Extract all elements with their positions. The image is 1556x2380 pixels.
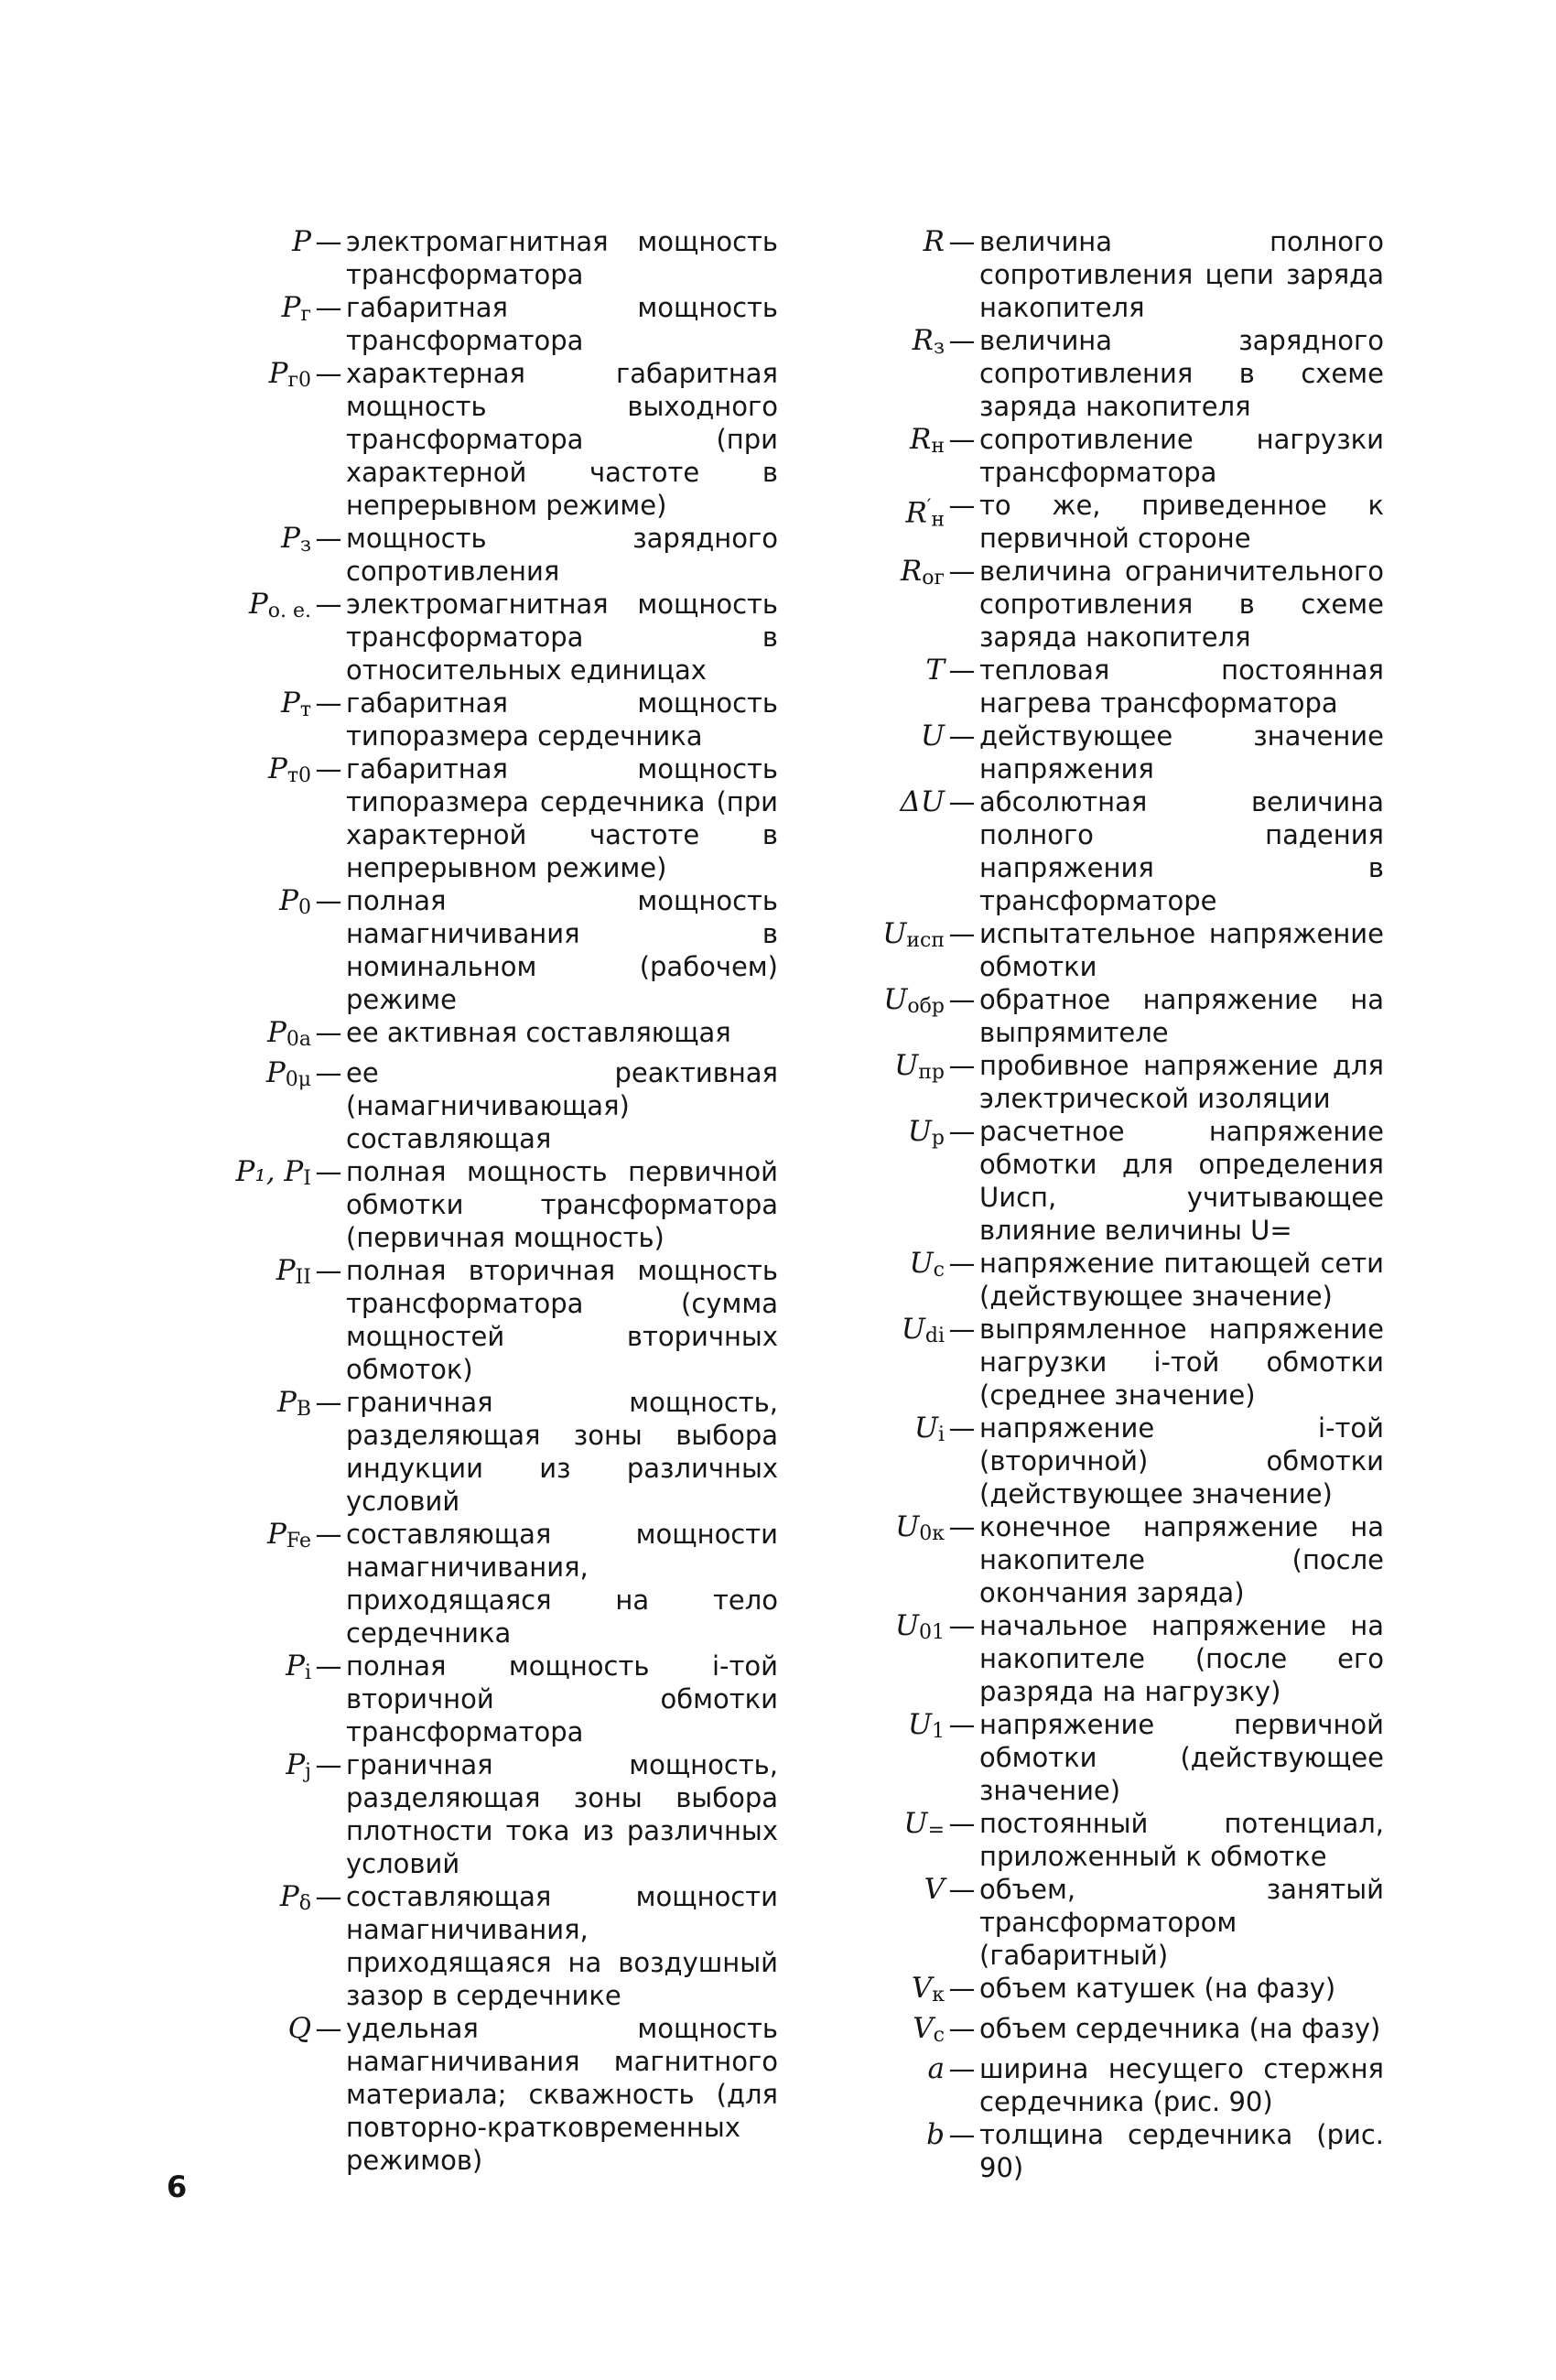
entry-dash: —	[315, 885, 342, 916]
symbol-subscript: c	[933, 2024, 945, 2047]
symbol-base: ΔU	[900, 785, 945, 818]
entry-dash: —	[315, 292, 342, 323]
entry-definition: напряжение первичной обмотки (действующее значение)	[979, 1709, 1384, 1806]
symbol-subscript: обр	[907, 995, 945, 1018]
symbol-base: P	[292, 225, 311, 258]
symbol-base: U	[909, 1247, 934, 1280]
glossary-entry	[835, 1873, 1384, 1972]
symbol-subscript: 0	[298, 896, 311, 919]
glossary-entry	[835, 1708, 1384, 1807]
symbol-subscript: з	[300, 534, 311, 557]
symbol-subscript: т0	[286, 764, 311, 787]
entry-dash: —	[315, 523, 342, 554]
symbol-subscript: 1	[932, 1720, 945, 1743]
symbol-subscript: δ	[298, 1892, 311, 1915]
symbol-base: P	[281, 291, 301, 324]
symbol-subscript: B	[296, 1398, 311, 1421]
glossary-entry	[835, 1115, 1384, 1247]
entry-definition: напряжение питающей сети (действующее значение)	[979, 1248, 1384, 1312]
entry-definition: конечное напряжение на накопителе (после окончания заряда)	[979, 1511, 1384, 1608]
glossary-entry	[835, 654, 1384, 719]
entry-definition: граничная мощность, разделяющая зоны выбора плотности тока из различных условий	[346, 1749, 778, 1879]
entry-symbol	[835, 1708, 945, 1748]
entry-dash: —	[948, 1511, 976, 1542]
symbol-base: P	[276, 1386, 297, 1419]
entry-dash: —	[315, 2013, 342, 2044]
symbol-subscript: i	[304, 1661, 311, 1684]
glossary-entry	[835, 489, 1384, 555]
symbol-subscript: II	[295, 1266, 311, 1289]
entry-symbol	[835, 917, 945, 957]
glossary-entry	[146, 1748, 778, 1880]
entry-symbol	[146, 1518, 311, 1558]
entry-dash: —	[948, 2119, 976, 2150]
glossary-entry	[835, 1049, 1384, 1115]
entry-symbol	[835, 2012, 945, 2052]
symbol-base: P	[281, 522, 300, 555]
entry-dash: —	[948, 984, 976, 1015]
entry-symbol	[146, 1155, 311, 1195]
symbol-base: P	[276, 1254, 296, 1287]
entry-symbol	[146, 1016, 311, 1056]
symbol-base: Q	[287, 2012, 311, 2045]
entry-dash: —	[948, 556, 976, 587]
symbol-base: U	[882, 917, 907, 950]
glossary-entry	[146, 522, 778, 588]
symbol-subscript: 01	[919, 1621, 945, 1644]
symbol-base: P₁, P	[235, 1155, 304, 1188]
entry-dash: —	[315, 1650, 342, 1682]
symbol-subscript: к	[932, 1984, 945, 2007]
symbol-base: U	[903, 1807, 928, 1840]
entry-symbol	[835, 983, 945, 1023]
entry-dash: —	[948, 1248, 976, 1279]
glossary-entry	[835, 2012, 1384, 2052]
entry-definition: величина ограничительного сопротивления в схеме заряда накопителя	[979, 556, 1384, 653]
entry-symbol	[835, 1807, 945, 1847]
entry-symbol	[146, 752, 311, 793]
entry-definition: объем, занятый трансформатором (габаритный)	[979, 1874, 1384, 1971]
entry-definition: обратное напряжение на выпрямителе	[979, 984, 1384, 1048]
symbol-base: U	[907, 1115, 932, 1148]
entry-dash: —	[948, 786, 976, 817]
symbol-base: P	[286, 1650, 305, 1682]
entry-dash: —	[315, 687, 342, 719]
entry-symbol	[146, 588, 311, 628]
entry-dash: —	[948, 1412, 976, 1444]
entry-dash: —	[948, 424, 976, 455]
symbol-base: U	[901, 1313, 925, 1346]
right-column	[835, 225, 1384, 2184]
symbol-base: V	[911, 1972, 933, 2005]
glossary-entry	[835, 1412, 1384, 1510]
entry-definition: толщина сердечника (рис. 90)	[979, 2119, 1384, 2183]
symbol-base: V	[913, 2012, 934, 2045]
entry-dash: —	[315, 358, 342, 389]
entry-symbol	[146, 225, 311, 258]
entry-dash: —	[948, 918, 976, 949]
symbol-subscript: I	[303, 1167, 311, 1190]
entry-definition: составляющая мощности намагничивания, приходящаяся на тело сердечника	[346, 1519, 778, 1649]
glossary-entry	[835, 225, 1384, 324]
entry-dash: —	[948, 1314, 976, 1345]
symbol-subscript: г0	[287, 369, 311, 392]
symbol-subscript: i	[937, 1423, 945, 1446]
symbol-subscript: пр	[918, 1061, 945, 1084]
entry-symbol	[835, 423, 945, 463]
glossary-entry	[146, 1880, 778, 2012]
entry-symbol	[146, 1650, 311, 1690]
entry-symbol	[835, 1049, 945, 1089]
entry-definition: постоянный потенциал, приложенный к обмотке	[979, 1808, 1384, 1872]
glossary-entry	[146, 1518, 778, 1650]
symbol-base: P	[267, 752, 287, 785]
entry-dash: —	[315, 753, 342, 784]
entry-definition: электромагнитная мощность трансформатора	[346, 226, 778, 290]
symbol-subscript: 0μ	[285, 1068, 311, 1091]
glossary-entry	[146, 588, 778, 687]
entry-definition: ее реактивная (намагничивающая) составляющая	[346, 1057, 778, 1154]
entry-symbol	[835, 1972, 945, 2012]
entry-symbol	[835, 225, 945, 258]
glossary-entry	[146, 291, 778, 357]
glossary-entry	[835, 555, 1384, 654]
symbol-subscript: г	[300, 303, 311, 326]
entry-definition: сопротивление нагрузки трансформатора	[979, 424, 1384, 488]
entry-definition: объем сердечника (на фазу)	[979, 2013, 1381, 2044]
entry-dash: —	[948, 1709, 976, 1740]
entry-definition: полная мощность i-той вторичной обмотки трансформатора	[346, 1650, 778, 1747]
entry-definition: габаритная мощность трансформатора	[346, 292, 778, 356]
entry-dash: —	[315, 1519, 342, 1550]
entry-dash: —	[315, 1017, 342, 1048]
entry-symbol	[835, 1313, 945, 1353]
entry-definition: ее активная составляющая	[346, 1017, 731, 1048]
glossary-entry	[146, 2012, 778, 2177]
entry-definition: объем катушек (на фазу)	[979, 1973, 1336, 2004]
symbol-subscript: di	[924, 1325, 945, 1347]
entry-dash: —	[948, 1874, 976, 1905]
symbol-subscript: о. е.	[267, 600, 311, 622]
entry-symbol	[835, 654, 945, 687]
symbol-base: U	[907, 1708, 932, 1741]
symbol-subscript: =	[927, 1819, 945, 1842]
symbol-subscript: 0к	[919, 1522, 945, 1545]
glossary-entry	[835, 785, 1384, 917]
entry-symbol	[835, 2052, 945, 2085]
entry-symbol	[146, 291, 311, 331]
symbol-base: R	[909, 423, 932, 456]
entry-dash: —	[948, 654, 976, 686]
entry-definition: составляющая мощности намагничивания, приходящаяся на воздушный зазор в сердечнике	[346, 1881, 778, 2011]
entry-symbol	[835, 324, 945, 364]
symbol-base: U	[894, 1609, 919, 1642]
entry-definition: тепловая постоянная нагрева трансформатора	[979, 654, 1384, 719]
entry-symbol	[835, 1873, 945, 1906]
entry-dash: —	[948, 2053, 976, 2084]
page-number: 6	[167, 2169, 188, 2204]
entry-dash: —	[315, 589, 342, 620]
glossary-entry	[835, 1972, 1384, 2012]
entry-symbol	[835, 555, 945, 595]
symbol-base: b	[926, 2118, 945, 2151]
entry-symbol	[146, 1386, 311, 1426]
symbol-base: U	[883, 983, 908, 1016]
symbol-subscript: н	[931, 508, 945, 532]
symbol-base: R	[923, 225, 945, 258]
glossary-entry	[835, 2118, 1384, 2184]
entry-definition: удельная мощность намагничивания магнитного материала; скважность (для повторно-кратковременных режимов)	[346, 2013, 778, 2176]
entry-dash: —	[948, 325, 976, 356]
glossary-entry	[146, 1056, 778, 1155]
entry-symbol	[146, 1748, 311, 1789]
glossary-entry	[835, 423, 1384, 489]
entry-symbol	[835, 719, 945, 752]
glossary-entry	[835, 1510, 1384, 1609]
entry-dash: —	[948, 226, 976, 257]
symbol-base: P	[265, 1056, 286, 1089]
entry-symbol	[146, 1880, 311, 1920]
entry-dash: —	[948, 1808, 976, 1839]
entry-dash: —	[948, 1973, 976, 2004]
symbol-base: P	[279, 884, 298, 917]
glossary-entry	[835, 1807, 1384, 1873]
symbol-prime: ′	[926, 494, 932, 516]
entry-definition: абсолютная величина полного падения напряжения в трансформаторе	[979, 786, 1384, 916]
glossary-entry	[835, 1247, 1384, 1313]
entry-dash: —	[315, 1881, 342, 1912]
glossary-entry	[835, 2052, 1384, 2118]
entry-definition: то же, приведенное к первичной стороне	[979, 490, 1384, 554]
entry-dash: —	[948, 1050, 976, 1081]
entry-definition: полная мощность намагничивания в номинальном (рабочем) режиме	[346, 885, 778, 1015]
symbol-base: V	[924, 1873, 945, 1906]
symbol-base: P	[267, 1016, 286, 1049]
entry-definition: испытательное напряжение обмотки	[979, 918, 1384, 982]
symbol-base: P	[248, 588, 268, 621]
entry-dash: —	[948, 1116, 976, 1147]
symbol-subscript: з	[934, 336, 945, 359]
entry-definition: электромагнитная мощность трансформатора в относительных единицах	[346, 589, 778, 686]
entry-symbol	[146, 357, 311, 397]
glossary-entry	[146, 1155, 778, 1254]
entry-definition: пробивное напряжение для электрической изоляции	[979, 1050, 1384, 1114]
entry-dash: —	[948, 2013, 976, 2044]
symbol-base: P	[286, 1748, 306, 1781]
entry-definition: габаритная мощность типоразмера сердечника	[346, 687, 778, 752]
glossary-entry	[146, 1650, 778, 1748]
glossary-entry	[146, 884, 778, 1016]
symbol-subscript: c	[933, 1259, 945, 1282]
entry-dash: —	[948, 720, 976, 752]
symbol-base: R	[900, 555, 923, 588]
entry-definition: начальное напряжение на накопителе (после его разряда на нагрузку)	[979, 1610, 1384, 1707]
entry-symbol	[146, 1056, 311, 1097]
entry-dash: —	[315, 1156, 342, 1187]
symbol-base: P	[280, 687, 300, 719]
symbol-subscript: н	[931, 435, 945, 458]
symbol-subscript: j	[305, 1760, 311, 1783]
entry-symbol	[835, 785, 945, 818]
entry-definition: полная вторичная мощность трансформатора (сумма мощностей вторичных обмоток)	[346, 1255, 778, 1385]
entry-definition: величина зарядного сопротивления в схеме заряда накопителя	[979, 325, 1384, 422]
glossary-entry	[835, 324, 1384, 423]
entry-symbol	[146, 687, 311, 727]
entry-dash: —	[315, 1255, 342, 1286]
entry-dash: —	[315, 1749, 342, 1780]
entry-symbol	[146, 1254, 311, 1294]
symbol-base: T	[925, 654, 945, 687]
entry-symbol	[835, 1412, 945, 1452]
entry-symbol	[835, 489, 945, 536]
symbol-base: R	[912, 324, 934, 357]
glossary-entry	[835, 917, 1384, 983]
glossary-entry	[835, 1313, 1384, 1412]
entry-definition: величина полного сопротивления цепи заряда накопителя	[979, 226, 1384, 323]
symbol-base: P	[267, 1518, 286, 1551]
entry-definition: характерная габаритная мощность выходного трансформатора (при характерной частоте в непрерывном режиме)	[346, 358, 778, 521]
symbol-base: R	[905, 496, 927, 530]
glossary-entry	[146, 1254, 778, 1386]
entry-symbol	[146, 522, 311, 562]
glossary-entry	[146, 1386, 778, 1518]
glossary-entry	[835, 719, 1384, 785]
entry-definition: действующее значение напряжения	[979, 720, 1384, 784]
entry-definition: расчетное напряжение обмотки для определения Uисп, учитывающее влияние величины U=	[979, 1116, 1384, 1246]
entry-symbol	[835, 1247, 945, 1287]
entry-dash: —	[315, 1057, 342, 1088]
entry-definition: полная мощность первичной обмотки трансформатора (первичная мощность)	[346, 1156, 778, 1253]
glossary-entry	[146, 1016, 778, 1056]
entry-definition: мощность зарядного сопротивления	[346, 523, 778, 587]
left-column	[146, 225, 778, 2177]
symbol-subscript: исп	[906, 929, 945, 952]
symbol-base: P	[268, 357, 288, 390]
entry-symbol	[146, 2012, 311, 2045]
entry-dash: —	[315, 1387, 342, 1418]
entry-dash: —	[948, 1610, 976, 1641]
glossary-entry	[146, 687, 778, 752]
glossary-entry	[146, 752, 778, 884]
glossary-entry	[146, 225, 778, 291]
entry-definition: ширина несущего стержня сердечника (рис. 90)	[979, 2053, 1384, 2117]
glossary-entry	[835, 1609, 1384, 1708]
entry-dash: —	[948, 490, 976, 521]
symbol-base: U	[895, 1510, 920, 1543]
entry-symbol	[835, 1510, 945, 1551]
symbol-base: U	[894, 1049, 919, 1082]
symbol-subscript: Fe	[286, 1530, 311, 1552]
symbol-base: P	[279, 1880, 299, 1913]
entry-symbol	[835, 1609, 945, 1650]
symbol-subscript: р	[931, 1127, 945, 1150]
symbol-base: U	[913, 1412, 938, 1444]
glossary-entry	[146, 357, 778, 522]
entry-definition: габаритная мощность типоразмера сердечника (при характерной частоте в непрерывном режиме)	[346, 753, 778, 883]
entry-definition: выпрямленное напряжение нагрузки i-той обмотки (среднее значение)	[979, 1314, 1384, 1411]
symbol-base: a	[927, 2052, 945, 2085]
entry-definition: граничная мощность, разделяющая зоны выбора индукции из различных условий	[346, 1387, 778, 1517]
symbol-subscript: ог	[922, 567, 945, 590]
entry-symbol	[146, 884, 311, 925]
entry-definition: напряжение i-той (вторичной) обмотки (действующее значение)	[979, 1412, 1384, 1509]
symbol-subscript: 0a	[286, 1028, 311, 1051]
entry-symbol	[835, 1115, 945, 1155]
symbol-base: U	[920, 719, 945, 752]
glossary-entry	[835, 983, 1384, 1049]
entry-dash: —	[315, 226, 342, 257]
symbol-subscript: т	[299, 698, 311, 721]
entry-symbol	[835, 2118, 945, 2151]
